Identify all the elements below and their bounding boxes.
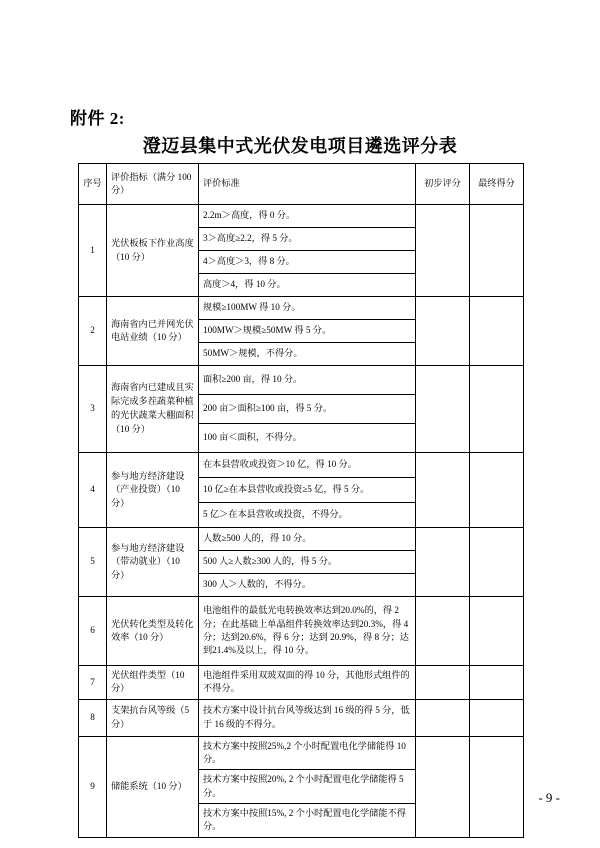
row-index: 光伏板板下作业高度（10 分）	[107, 205, 199, 297]
row-criteria: 在本县营收或投资＞10 亿，得 10 分。	[199, 453, 416, 478]
table-row	[79, 297, 524, 320]
row-criteria: 技术方案中设计抗台风等级达到 16 级的得 5 分，低于 16 级的不得分。	[199, 699, 416, 736]
row-no: 7	[79, 666, 107, 700]
row-criteria: 500 人≥人数≥300 人的，得 5 分。	[199, 551, 416, 574]
table-row	[79, 366, 524, 395]
page-number: - 9 -	[538, 790, 560, 805]
row-final-score[interactable]	[470, 699, 524, 736]
row-index: 光伏转化类型及转化效率（10 分）	[107, 597, 199, 666]
row-criteria: 2.2m＞高度，得 0 分。	[199, 205, 416, 228]
row-index: 光伏组件类型（10 分）	[107, 666, 199, 700]
row-criteria: 电池组件采用双玻双面的得 10 分，其他形式组件的不得分。	[199, 666, 416, 700]
row-no: 8	[79, 699, 107, 736]
row-criteria: 5 亿＞在本县营收或投资，不得分。	[199, 503, 416, 528]
header-criteria: 评价标准	[199, 164, 416, 205]
row-criteria: 50MW＞规模，不得分。	[199, 343, 416, 366]
table-row	[79, 453, 524, 478]
header-final: 最终得分	[470, 164, 524, 205]
table-row	[79, 699, 524, 736]
row-no: 2	[79, 297, 107, 366]
row-criteria: 300 人＞人数的，不得分。	[199, 574, 416, 597]
row-no: 9	[79, 736, 107, 837]
row-criteria: 高度＞4，得 10 分。	[199, 274, 416, 297]
row-index: 参与地方经济建设（带动就业）（10 分）	[107, 528, 199, 597]
row-index: 参与地方经济建设（产业投资）（10 分）	[107, 453, 199, 528]
row-final-score[interactable]	[470, 666, 524, 700]
row-preliminary-score[interactable]	[416, 736, 470, 837]
row-final-score[interactable]	[470, 297, 524, 366]
row-criteria: 3＞高度≥2.2，得 5 分。	[199, 228, 416, 251]
row-index: 储能系统（10 分）	[107, 736, 199, 837]
table-row	[79, 597, 524, 666]
table-row	[79, 736, 524, 770]
row-criteria: 100 亩＜面积，不得分。	[199, 424, 416, 453]
row-final-score[interactable]	[470, 366, 524, 453]
row-criteria: 技术方案中按照20%, 2 个小时配置电化学储能得 5 分。	[199, 770, 416, 804]
header-index: 评价指标（满分 100 分）	[107, 164, 199, 205]
page-title: 澄迈县集中式光伏发电项目遴选评分表	[142, 136, 458, 156]
row-final-score[interactable]	[470, 597, 524, 666]
header-no: 序号	[79, 164, 107, 205]
row-preliminary-score[interactable]	[416, 528, 470, 597]
row-criteria: 10 亿≥在本县营收或投资≥5 亿，得 5 分。	[199, 478, 416, 503]
row-criteria: 100MW＞规模≥50MW 得 5 分。	[199, 320, 416, 343]
row-criteria: 规模≥100MW 得 10 分。	[199, 297, 416, 320]
score-table	[78, 163, 524, 838]
row-index: 海南省内已并网光伏电站业绩（10 分）	[107, 297, 199, 366]
row-no: 6	[79, 597, 107, 666]
table-header-row	[79, 164, 524, 205]
row-final-score[interactable]	[470, 736, 524, 837]
row-preliminary-score[interactable]	[416, 453, 470, 528]
row-index: 海南省内已建成且实际完成多茬蔬菜种植的光伏蔬菜大棚面积（10 分）	[107, 366, 199, 453]
row-final-score[interactable]	[470, 205, 524, 297]
row-no: 5	[79, 528, 107, 597]
row-criteria: 200 亩＞面积≥100 亩，得 5 分。	[199, 395, 416, 424]
row-preliminary-score[interactable]	[416, 597, 470, 666]
attachment-label: 附件 2:	[70, 109, 125, 128]
row-criteria: 技术方案中按照15%, 2 个小时配置电化学储能不得分。	[199, 804, 416, 838]
row-criteria: 面积≥200 亩，得 10 分。	[199, 366, 416, 395]
row-preliminary-score[interactable]	[416, 699, 470, 736]
row-criteria: 人数≥500 人的，得 10 分。	[199, 528, 416, 551]
table-row	[79, 666, 524, 700]
row-no: 3	[79, 366, 107, 453]
table-row	[79, 528, 524, 551]
row-criteria: 电池组件的最低光电转换效率达到20.0%的，得 2 分；在此基础上单晶组件转换效率达到20.3%，得 4 分；达到20.6%，得 6 分；达到 20.9%，得 8 分；达到21.4%及以上，得 10 分。	[199, 597, 416, 666]
row-no: 1	[79, 205, 107, 297]
row-preliminary-score[interactable]	[416, 205, 470, 297]
row-criteria: 4＞高度＞3，得 8 分。	[199, 251, 416, 274]
row-final-score[interactable]	[470, 453, 524, 528]
row-no: 4	[79, 453, 107, 528]
row-preliminary-score[interactable]	[416, 366, 470, 453]
row-final-score[interactable]	[470, 528, 524, 597]
row-index: 支架抗台风等级（5 分）	[107, 699, 199, 736]
header-preliminary: 初步评分	[416, 164, 470, 205]
table-row	[79, 205, 524, 228]
row-preliminary-score[interactable]	[416, 666, 470, 700]
row-criteria: 技术方案中按照25%,2 个小时配置电化学储能得 10 分。	[199, 736, 416, 770]
row-preliminary-score[interactable]	[416, 297, 470, 366]
